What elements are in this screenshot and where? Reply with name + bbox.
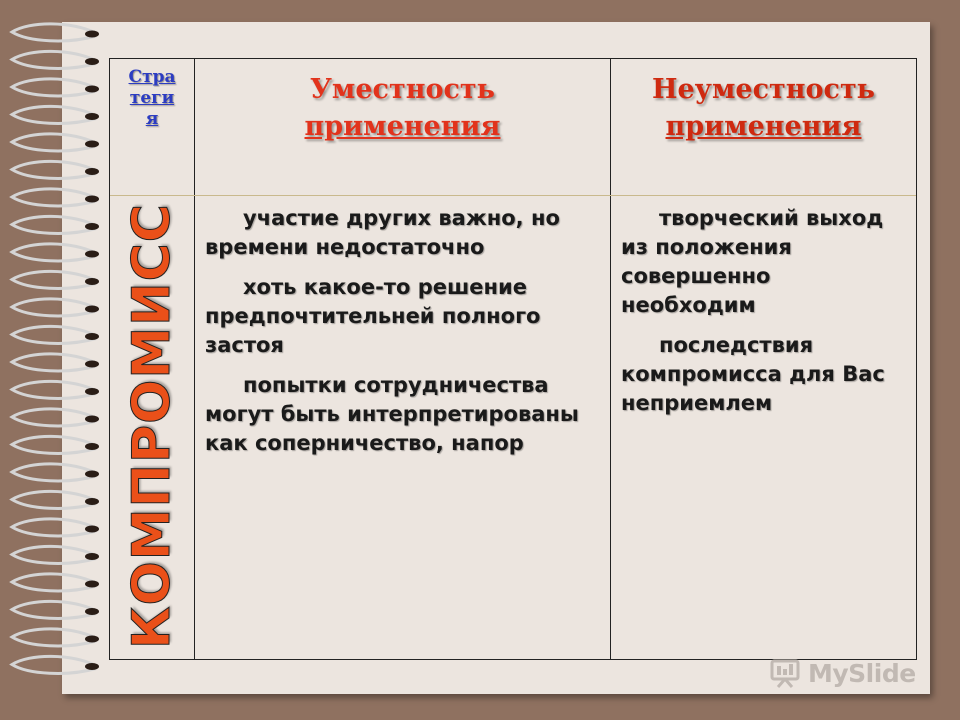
strategy-column-header: Стра теги я: [128, 67, 176, 129]
header-divider: [110, 195, 916, 196]
list-item: попытки сотрудничества могут быть интерпретированы как соперничество, напор: [205, 373, 579, 455]
myslide-watermark: [768, 655, 916, 691]
strategy-name: КОМПРОМИСС: [122, 203, 182, 649]
list-item: творческий выход из положения совершенно необходим: [621, 206, 884, 317]
column-divider: [610, 59, 611, 659]
appropriateness-column-header: Уместность применения: [304, 74, 501, 142]
strategy-table: [109, 58, 917, 660]
inappropriate-cases-list: [621, 204, 911, 429]
presentation-board-icon: [768, 658, 802, 688]
watermark-text: MySlide: [808, 658, 916, 688]
inappropriateness-column-header: Неуместность применения: [651, 74, 876, 142]
list-item: хоть какое-то решение предпочтительней полного застоя: [205, 275, 541, 357]
appropriate-cases-list: [205, 204, 605, 469]
column-divider: [194, 59, 195, 659]
list-item: участие других важно, но времени недостаточно: [205, 206, 560, 259]
list-item: последствия компромисса для Вас неприемлем: [621, 333, 885, 415]
